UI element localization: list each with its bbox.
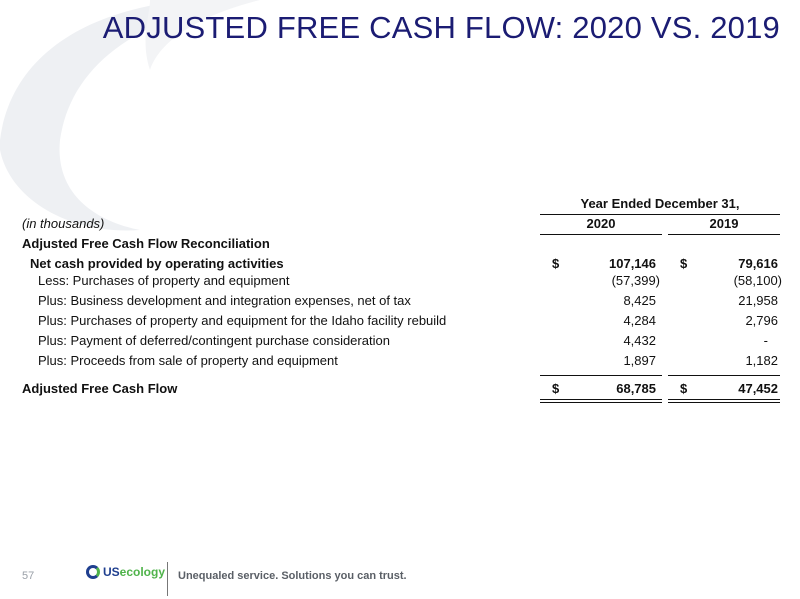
footer-divider [167,562,168,596]
currency-symbol: $ [680,256,688,271]
logo-circle-icon [86,565,100,579]
section-title: Adjusted Free Cash Flow Reconciliation [22,236,270,251]
row-label: Plus: Proceeds from sale of property and equipment [38,353,338,368]
total-value-2019: 47,452 [738,381,778,396]
subtotal-rule-2020 [540,375,662,376]
logo-us-text: US [103,565,120,579]
page-title: ADJUSTED FREE CASH FLOW: 2020 VS. 2019 [102,10,780,45]
page-number: 57 [22,570,35,582]
value-2020: 4,284 [623,313,656,328]
total-label: Adjusted Free Cash Flow [22,381,178,396]
column-rule-2019 [668,234,780,235]
tagline: Unequaled service. Solutions you can trust. [178,570,407,582]
currency-symbol: $ [680,381,688,396]
us-ecology-logo [86,565,165,579]
value-2019: 2,796 [745,313,778,328]
row-label: Plus: Payment of deferred/contingent purchase consideration [38,333,390,348]
column-rule-2020 [540,234,662,235]
row-label: Plus: Business development and integration expenses, net of tax [38,293,411,308]
units-label: (in thousands) [22,216,105,231]
value-2019: (58,100) [733,273,782,288]
subtotal-rule-2019 [668,375,780,376]
currency-symbol: $ [552,381,560,396]
double-rule-2019-top [668,399,780,400]
double-rule-2019-bottom [668,402,780,403]
value-2020: 107,146 [609,256,656,271]
total-value-2020: 68,785 [616,381,656,396]
currency-symbol: $ [552,256,560,271]
column-header-2019: 2019 [709,216,739,231]
period-header: Year Ended December 31, [580,196,740,211]
double-rule-2020-bottom [540,402,662,403]
value-2020: 1,897 [623,353,656,368]
value-2020: 8,425 [623,293,656,308]
logo-ecology-text: ecology [119,565,166,579]
column-header-2020: 2020 [586,216,616,231]
row-label: Plus: Purchases of property and equipment for the Idaho facility rebuild [38,313,447,328]
row-label: Less: Purchases of property and equipment [38,273,290,288]
row-label: Net cash provided by operating activities [30,256,284,271]
value-2019: - [763,333,768,348]
value-2020: 4,432 [623,333,656,348]
value-2020: (57,399) [611,273,660,288]
value-2019: 21,958 [738,293,778,308]
double-rule-2020-top [540,399,662,400]
period-header-rule [540,214,780,215]
value-2019: 79,616 [738,256,778,271]
value-2019: 1,182 [745,353,778,368]
